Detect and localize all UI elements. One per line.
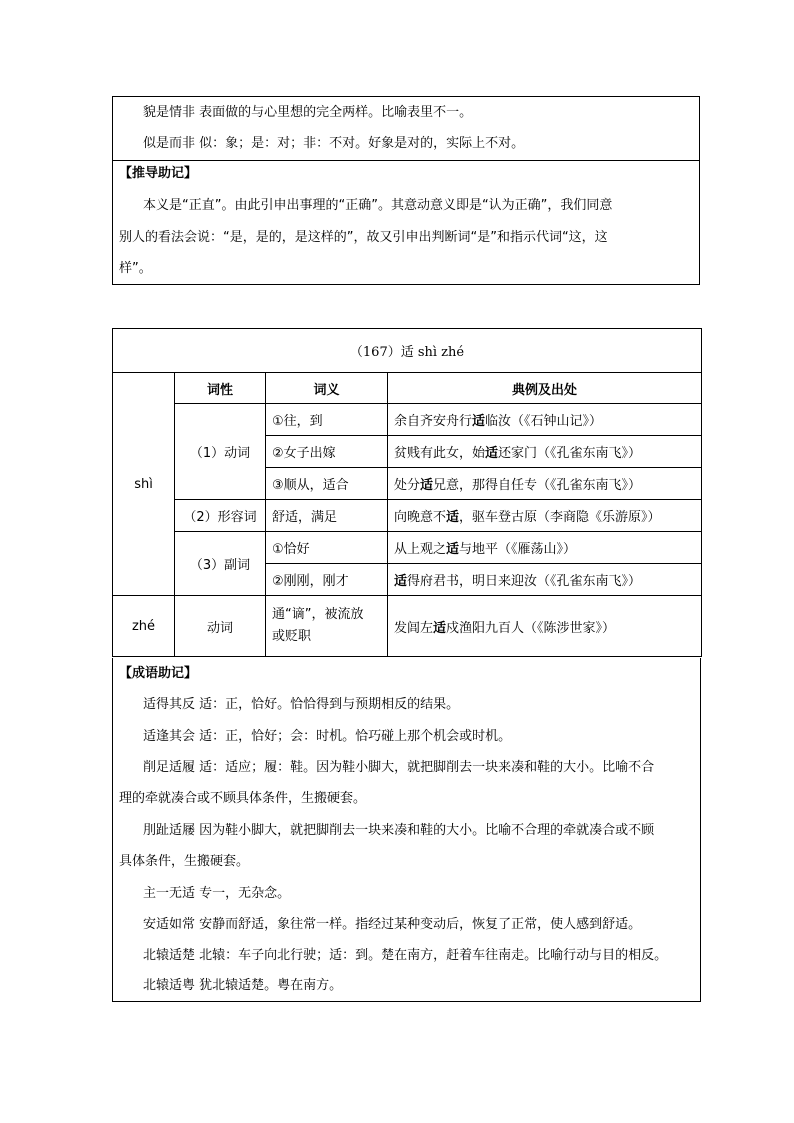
- header-example: 典例及出处: [388, 373, 702, 404]
- meaning-cell: [266, 596, 388, 657]
- idiom-line: 貌是情非 表面做的与心里想的完全两样。比喻表里不一。: [143, 105, 473, 120]
- idiom-line: 北辕适粤 犹北辕适楚。粤在南方。: [143, 978, 343, 993]
- divider: [113, 160, 699, 161]
- example-cell: 余自齐安舟行适临汝（《石钟山记》）: [388, 404, 702, 436]
- idiom-line: 北辕适楚 北辕：车子向北行驶；适：到。楚在南方，赶着车往南走。比喻行动与目的相反。: [143, 948, 668, 963]
- top-section-box: [112, 96, 700, 285]
- meaning-cell: ②女子出嫁: [266, 436, 388, 468]
- idioms-box: [112, 658, 701, 1002]
- idiom-line: 似是而非 似：象；是：对；非：不对。好象是对的，实际上不对。: [143, 136, 525, 151]
- idiom-line: 理的牵就凑合或不顾具体条件，生搬硬套。: [119, 791, 367, 806]
- meaning-line: 通“谪”，被流放: [272, 607, 364, 622]
- entry-title: （167）适 shì zhé: [113, 329, 702, 373]
- idiom-line: 安适如常 安静而舒适，象往常一样。指经过某种变动后，恢复了正常，使人感到舒适。: [143, 917, 642, 932]
- meaning-cell: ③顺从，适合: [266, 468, 388, 500]
- example-cell: 适得府君书，明日来迎汝（《孔雀东南飞》）: [388, 564, 702, 596]
- idiom-line: 主一无适 专一，无杂念。: [143, 886, 291, 901]
- paragraph-line: 样”。: [119, 261, 152, 276]
- paragraph-line: 本义是“正直”。由此引申出事理的“正确”。其意动意义即是“认为正确”，我们同意: [143, 198, 613, 213]
- meaning-cell: ①恰好: [266, 532, 388, 564]
- pos-verb: （1）动词: [175, 404, 266, 500]
- section-title-derivation: 【推导助记】: [119, 166, 198, 181]
- pronunciation-zhe: zhé: [113, 596, 175, 657]
- pos-zhe-verb: 动词: [175, 596, 266, 657]
- entry-table: [112, 328, 702, 657]
- idiom-line: 具体条件，生搬硬套。: [119, 854, 250, 869]
- example-cell: 处分适兄意，那得自任专（《孔雀东南飞》）: [388, 468, 702, 500]
- meaning-cell: 舒适，满足: [266, 500, 388, 532]
- pos-adjective: （2）形容词: [175, 500, 266, 532]
- example-cell: 从上观之适与地平（《雁荡山》）: [388, 532, 702, 564]
- meaning-cell: ②刚刚，刚才: [266, 564, 388, 596]
- pronunciation-shi: shì: [113, 373, 175, 596]
- example-cell: 向晚意不适，驱车登古原（李商隐《乐游原》）: [388, 500, 702, 532]
- header-pos: 词性: [175, 373, 266, 404]
- meaning-line: 或贬职: [272, 629, 312, 644]
- idiom-line: 刖趾适屦 因为鞋小脚大，就把脚削去一块来凑和鞋的大小。比喻不合理的牵就凑合或不顾: [143, 823, 655, 838]
- pos-adverb: （3）副词: [175, 532, 266, 596]
- section-title-idioms: 【成语助记】: [119, 666, 198, 681]
- idiom-line: 适得其反 适：正，恰好。恰恰得到与预期相反的结果。: [143, 697, 460, 712]
- example-cell: 贫贱有此女，始适还家门（《孔雀东南飞》）: [388, 436, 702, 468]
- paragraph-line: 别人的看法会说：“是，是的，是这样的”，故又引申出判断词“是”和指示代词“这，这: [119, 230, 608, 245]
- idiom-line: 削足适履 适：适应；履：鞋。因为鞋小脚大，就把脚削去一块来凑和鞋的大小。比喻不合: [143, 760, 655, 775]
- header-meaning: 词义: [266, 373, 388, 404]
- meaning-cell: ①往，到: [266, 404, 388, 436]
- example-cell: 发闾左适戍渔阳九百人（《陈涉世家》）: [388, 596, 702, 657]
- idiom-line: 适逢其会 适：正，恰好；会：时机。恰巧碰上那个机会或时机。: [143, 729, 512, 744]
